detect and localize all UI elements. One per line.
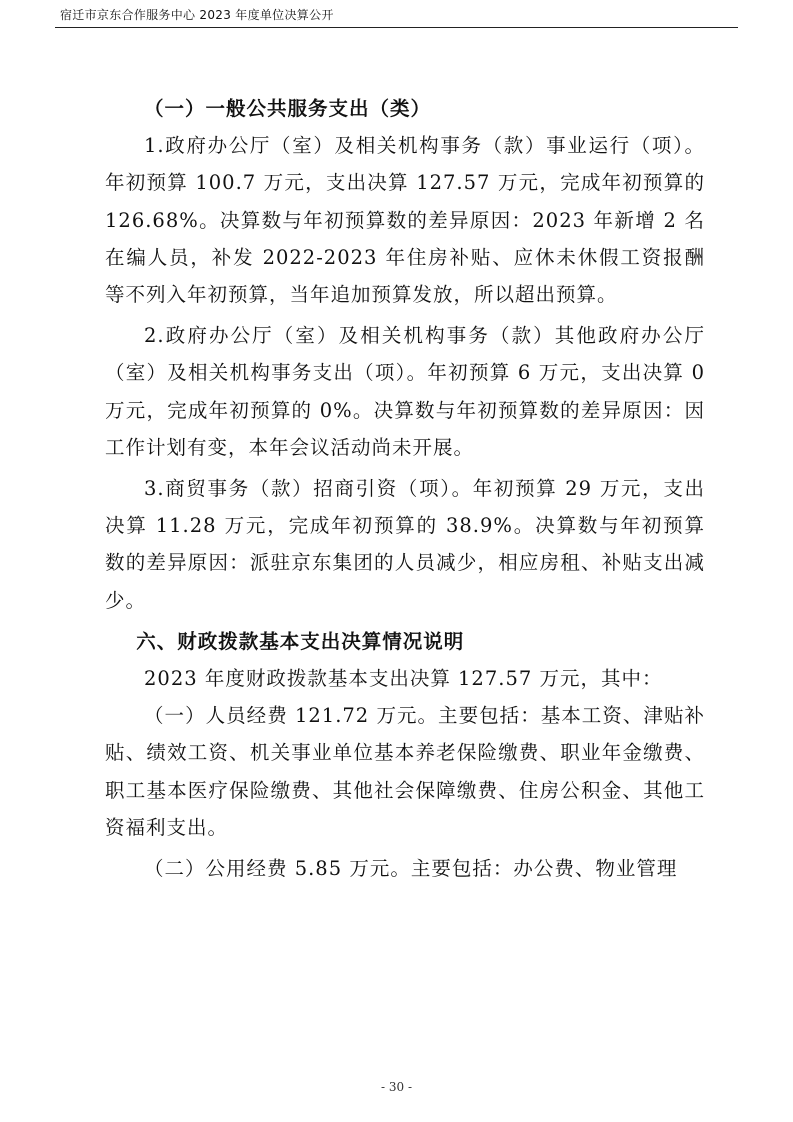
paragraph-item-3: 3.商贸事务（款）招商引资（项）。年初预算 29 万元，支出决算 11.28 万元，完成年初预算的 38.9%。决算数与年初预算数的差异原因：派驻京东集团的人员减少，相应房租、补贴支出减少。 [105, 477, 705, 612]
body-content [105, 90, 705, 887]
paragraph-personnel-expense: （一）人员经费 121.72 万元。主要包括：基本工资、津贴补贴、绩效工资、机关事业单位基本养老保险缴费、职业年金缴费、职工基本医疗保险缴费、其他社会保障缴费、住房公积金、其他工资福利支出。 [105, 704, 705, 839]
running-header: 宿迁市京东合作服务中心 2023 年度单位决算公开 [60, 8, 334, 22]
paragraph-item-1: 1.政府办公厅（室）及相关机构事务（款）事业运行（项）。年初预算 100.7 万元，支出决算 127.57 万元，完成年初预算的 126.68%。决算数与年初预算数的差异原因：2023 年新增 2 名在编人员，补发 2022-2023 年住房补贴、应休未休假工资报酬等不列入年初预算，当年追加预算发放，所以超出预算。 [105, 134, 705, 307]
paragraph-public-expense: （二）公用经费 5.85 万元。主要包括：办公费、物业管理 [144, 857, 678, 881]
header-divider [55, 27, 738, 28]
page-number: - 30 - [380, 1080, 412, 1094]
paragraph-item-2: 2.政府办公厅（室）及相关机构事务（款）其他政府办公厅（室）及相关机构事务支出（项）。年初预算 6 万元，支出决算 0 万元，完成年初预算的 0%。决算数与年初预算数的差异原因：因工作计划有变，本年会议活动尚未开展。 [105, 324, 705, 459]
paragraph-basic-intro: 2023 年度财政拨款基本支出决算 127.57 万元，其中： [144, 667, 663, 691]
section-heading-public-service: （一）一般公共服务支出（类） [144, 97, 432, 120]
section-heading-basic-expenditure: 六、财政拨款基本支出决算情况说明 [136, 629, 465, 653]
